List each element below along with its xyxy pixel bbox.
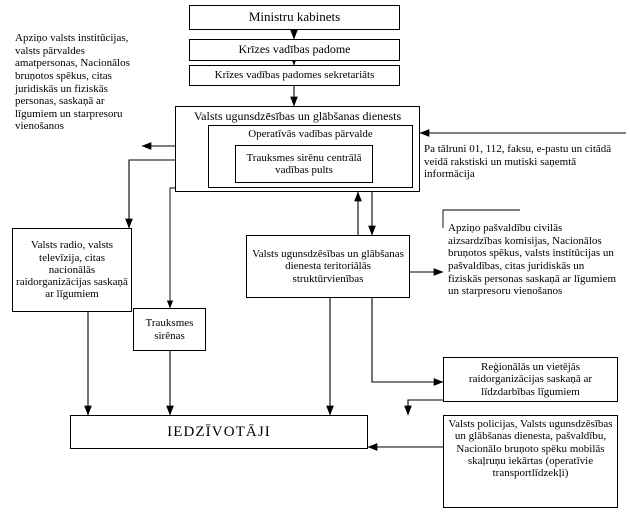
label-right-note-mid: Apziņo pašvaldību civilās aizsardzības komisijas, Nacionālos bruņotos spēkus, valsts institūcijas un pašvaldības, citas juridiskās un fiziskās personas saskaņā ar līgumiem un starpresoru vienošanos [448, 222, 617, 298]
node-valsts-radio-televizija[interactable]: Valsts radio, valsts televīzija, citas nacionālās raidorganizācijas saskaņā ar līgumiem [12, 228, 132, 312]
node-krizes-padomes-sekretariats[interactable]: Krīzes vadības padomes sekretariāts [189, 65, 400, 86]
label-left-note: Apziņo valsts institūcijas, valsts pārvaldes amatpersonas, Nacionālos bruņotos spēkus, citas juridiskās un fiziskās personas, saskaņā ar līgumiem un starpresoru vienošanos [15, 32, 130, 133]
node-valsts-ugunsdzesibas-dienests[interactable]: Valsts ugunsdzēsības un glābšanas dienests [175, 106, 420, 192]
node-teritorialas-strukturvienibas[interactable]: Valsts ugunsdzēsības un glābšanas dienesta teritoriālās struktūrvienības [246, 235, 410, 298]
label-right-note-top: Pa tālruni 01, 112, faksu, e-pastu un citādā veidā rakstiski un mutiski saņemtā informācija [424, 143, 612, 181]
node-regionalas-raidorganizacijas[interactable]: Reģionālās un vietējās raidorganizācijas saskaņā ar līdzdarbības līgumiem [443, 357, 618, 402]
node-trauksmes-sirenas[interactable]: Trauksmes sirēnas [133, 308, 206, 351]
node-krizes-vadibas-padome[interactable]: Krīzes vadības padome [189, 39, 400, 61]
node-iedzivotaji[interactable]: IEDZĪVOTĀJI [70, 415, 368, 449]
node-mobilas-skalrunu-iekartas[interactable]: Valsts policijas, Valsts ugunsdzēsības un glābšanas dienesta, pašvaldību, Nacionālo bruņoto spēku mobilās skaļruņu iekārtas (operatīvie transportlīdzekļi) [443, 415, 618, 508]
node-ministru-kabinets[interactable]: Ministru kabinets [189, 5, 400, 30]
node-trauksmes-sirenu-pults[interactable]: Trauksmes sirēnu centrālā vadības pults [235, 145, 373, 183]
node-operativas-vadibas-parvalde[interactable]: Operatīvās vadības pārvalde [208, 125, 413, 188]
